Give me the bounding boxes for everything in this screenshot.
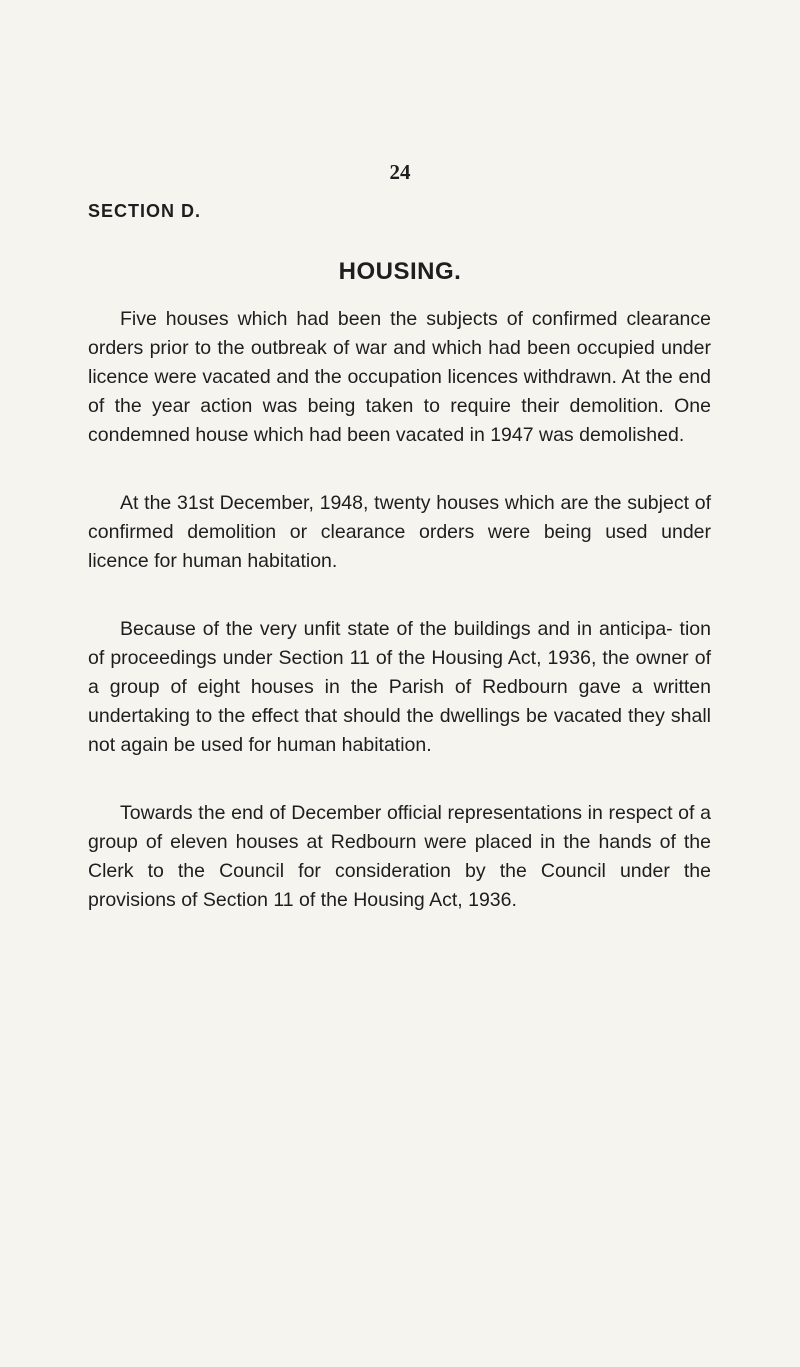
page-title: HOUSING. (338, 258, 462, 285)
paragraph: Towards the end of December official representations in respect of a group of eleven houses at Redbourn were placed in the hands of the Clerk to the Council for consideration by the Council under the provisions of Section 11 of the Housing Act, 1936. (88, 802, 711, 911)
paragraph: At the 31st December, 1948, twenty houses which are the subject of confirmed demolition or clearance orders were being used under licence for human habitation. (88, 492, 711, 572)
body-text (88, 305, 711, 954)
page-number: 24 (389, 160, 411, 184)
section-label: SECTION D. (88, 201, 202, 221)
paragraph: Because of the very unfit state of the buildings and in anticipa- tion of proceedings under Section 11 of the Housing Act, 1936, the owner of a group of eight houses in the Parish of Redbourn gave a written undertaking to the effect that should the dwellings be vacated they shall not again be used for human habitation. (88, 618, 711, 756)
paragraph: Five houses which had been the subjects of confirmed clearance orders prior to the outbreak of war and which had been occupied under licence were vacated and the occupation licences withdrawn. At the end of the year action was being taken to require their demolition. One condemned house which had been vacated in 1947 was demolished. (88, 308, 711, 446)
